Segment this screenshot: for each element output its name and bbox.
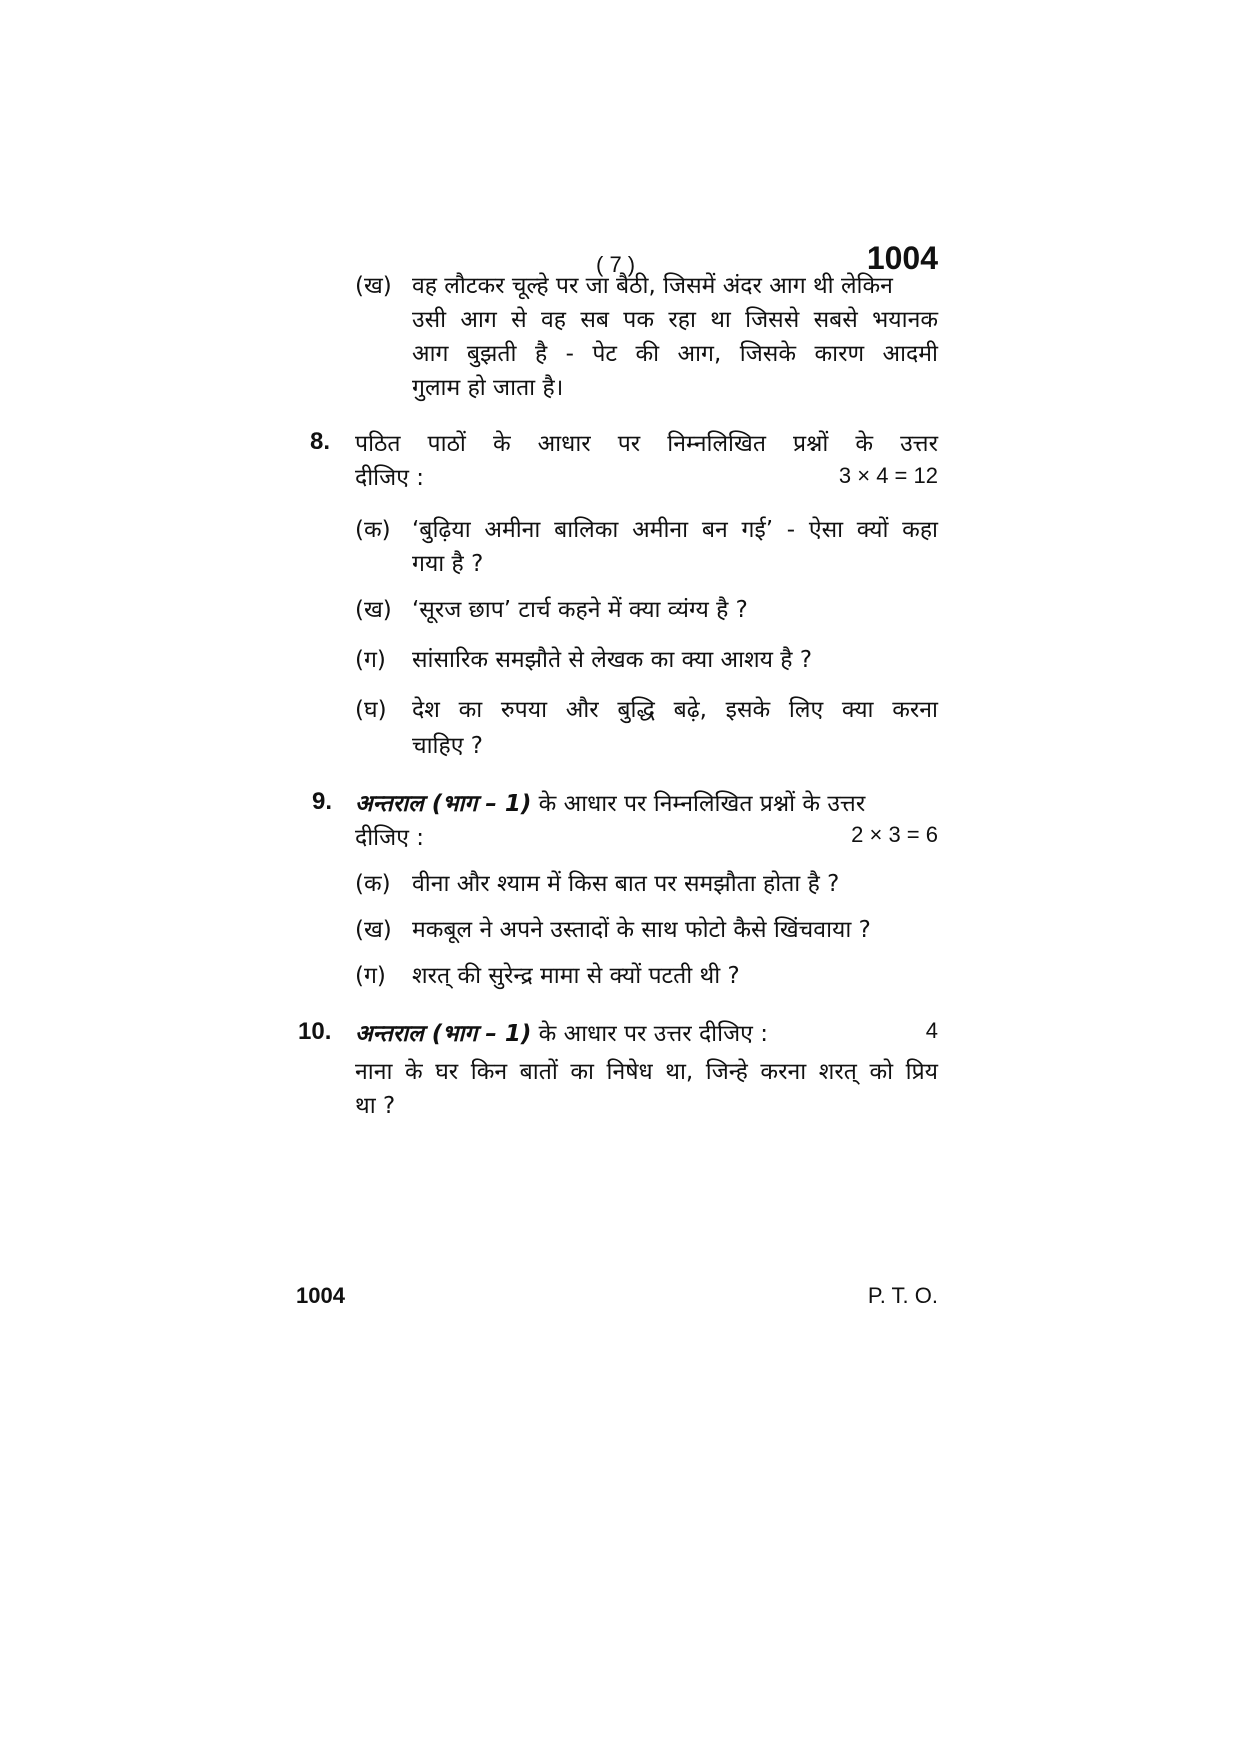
part-label: (ख) xyxy=(355,917,392,943)
text-line: उसी आग से वह सब पक रहा था जिससे सबसे भयानक xyxy=(412,307,938,333)
marks: 4 xyxy=(925,1018,938,1043)
question-number: 8. xyxy=(310,428,331,455)
paper-code-footer: 1004 xyxy=(296,1283,345,1308)
paper-code-header: 1004 xyxy=(866,240,938,276)
part-label: (ख) xyxy=(355,273,392,299)
book-title: अन्तराल (भाग – 1) xyxy=(355,791,532,817)
part-text: सांसारिक समझौते से लेखक का क्या आशय है ? xyxy=(412,647,813,673)
part-label: (घ) xyxy=(355,697,387,723)
text-line: गुलाम हो जाता है। xyxy=(412,375,564,401)
text-line: वह लौटकर चूल्हे पर जा बैठी, जिसमें अंदर आग थी लेकिन xyxy=(412,273,893,299)
part-label: (ख) xyxy=(355,597,392,623)
question-number: 9. xyxy=(312,788,333,815)
marks: 2 × 3 = 6 xyxy=(851,822,938,847)
question-text: पठित पाठों के आधार पर निम्नलिखित प्रश्नों के उत्तर xyxy=(355,431,938,457)
question-text: नाना के घर किन बातों का निषेध था, जिन्हे करना शरत् को प्रिय xyxy=(355,1059,938,1085)
part-label: (क) xyxy=(355,871,391,897)
question-text-rest: के आधार पर निम्नलिखित प्रश्नों के उत्तर xyxy=(531,791,866,817)
question-number: 10. xyxy=(298,1018,332,1045)
part-text: वीना और श्याम में किस बात पर समझौता होता है ? xyxy=(412,871,840,897)
question-text: था ? xyxy=(355,1093,396,1119)
question-text xyxy=(355,1016,768,1048)
part-label: (क) xyxy=(355,517,391,543)
part-text: मकबूल ने अपने उस्तादों के साथ फोटो कैसे खिंचवाया ? xyxy=(412,917,871,943)
part-text: देश का रुपया और बुद्धि बढ़े, इसके लिए क्या करना xyxy=(412,697,938,723)
part-text: शरत् की सुरेन्द्र मामा से क्यों पटती थी ? xyxy=(412,963,740,989)
text-line: आग बुझती है - पेट की आग, जिसके कारण आदमी xyxy=(412,341,938,367)
part-text: ‘सूरज छाप’ टार्च कहने में क्या व्यंग्य है ? xyxy=(412,597,748,623)
question-text-rest: के आधार पर उत्तर दीजिए : xyxy=(531,1021,768,1047)
part-label: (ग) xyxy=(355,647,386,673)
page-number: ( 7 ) xyxy=(596,252,636,277)
book-title: अन्तराल (भाग – 1) xyxy=(355,1021,532,1047)
part-text: गया है ? xyxy=(412,551,484,577)
part-label: (ग) xyxy=(355,963,386,989)
part-text: चाहिए ? xyxy=(412,733,483,759)
marks: 3 × 4 = 12 xyxy=(838,463,938,488)
question-text: दीजिए : xyxy=(355,465,424,491)
question-text xyxy=(355,786,865,818)
part-text: ‘बुढ़िया अमीना बालिका अमीना बन गई’ - ऐसा क्यों कहा xyxy=(412,517,938,543)
question-text: दीजिए : xyxy=(355,825,424,851)
pto-label: P. T. O. xyxy=(867,1283,938,1308)
